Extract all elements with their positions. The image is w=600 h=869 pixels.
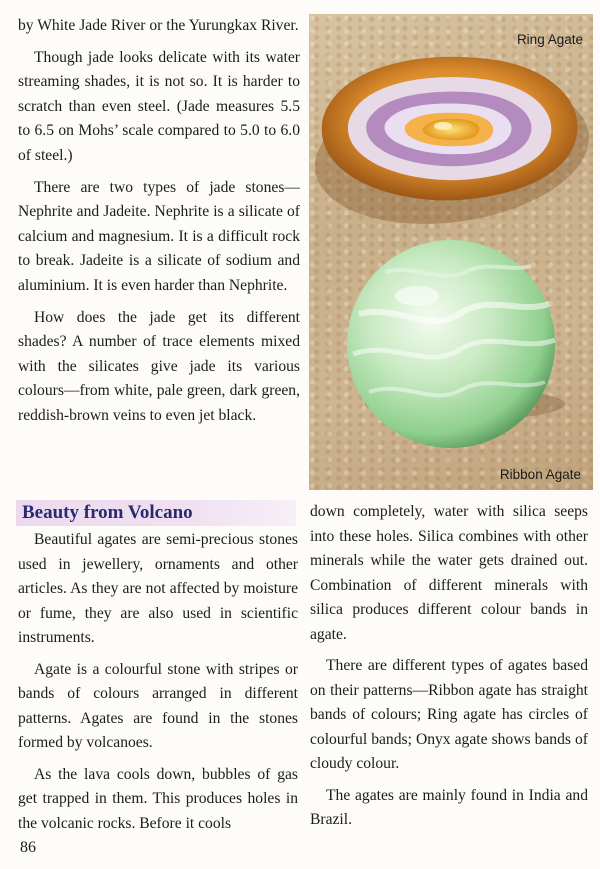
ribbon-agate-stone — [347, 240, 565, 448]
paragraph: There are two types of jade stones—Nephrite and Jadeite. Nephrite is a silicate of calcium and magnesium. It is a difficult rock to break. Jadeite is a silicate of sodium and aluminium. It is even harder than Nephrite. — [18, 178, 300, 294]
ribbon-agate-label: Ribbon Agate — [499, 467, 581, 482]
paragraph: down completely, water with silica seeps into these holes. Silica combines with other minerals while the water gets drained out. Combination of different minerals with silica produces different colour bands in agate. — [310, 503, 588, 643]
agate-illustration — [309, 14, 593, 490]
paragraph: As the lava cools down, bubbles of gas get trapped in them. This produces holes in the volcanic rocks. Before it cools — [18, 765, 298, 832]
paragraph: The agates are mainly found in India and Brazil. — [310, 786, 588, 828]
bottom-right-column — [310, 500, 588, 840]
paragraph: Beautiful agates are semi-precious stones used in jewellery, ornaments and other articles. As they are not affected by moisture or fume, they are also used in scientific instruments. — [18, 531, 298, 646]
paragraph: There are different types of agates based on their patterns—Ribbon agate has straight bands of colours; Ring agate has circles of colourful bands; Onyx agate shows bands of cloudy colour. — [310, 657, 588, 772]
paragraph: How does the jade get its different shades? A number of trace elements mixed with the silicates give jade its various colours—from white, pale green, dark green, reddish-brown veins to even jet black. — [18, 308, 300, 424]
agate-artwork — [309, 14, 593, 490]
paragraph: Agate is a colourful stone with stripes or bands of colours arranged in different patterns. Agates are found in the stones formed by volcanoes. — [18, 660, 298, 751]
paragraph: by White Jade River or the Yurungkax River. — [18, 17, 299, 34]
ring-agate-label: Ring Agate — [516, 32, 583, 47]
section-heading: Beauty from Volcano — [22, 502, 193, 523]
top-left-column — [18, 14, 300, 436]
ring-agate-stone — [309, 57, 593, 241]
bottom-left-column — [18, 528, 298, 843]
page-number: 86 — [20, 839, 36, 856]
paragraph: Though jade looks delicate with its water streaming shades, it is not so. It is harder to scratch than even steel. (Jade measures 5.5 to 6.5 on Mohs’ scale compared to 5.0 to 6.0 of steel.) — [18, 48, 300, 164]
